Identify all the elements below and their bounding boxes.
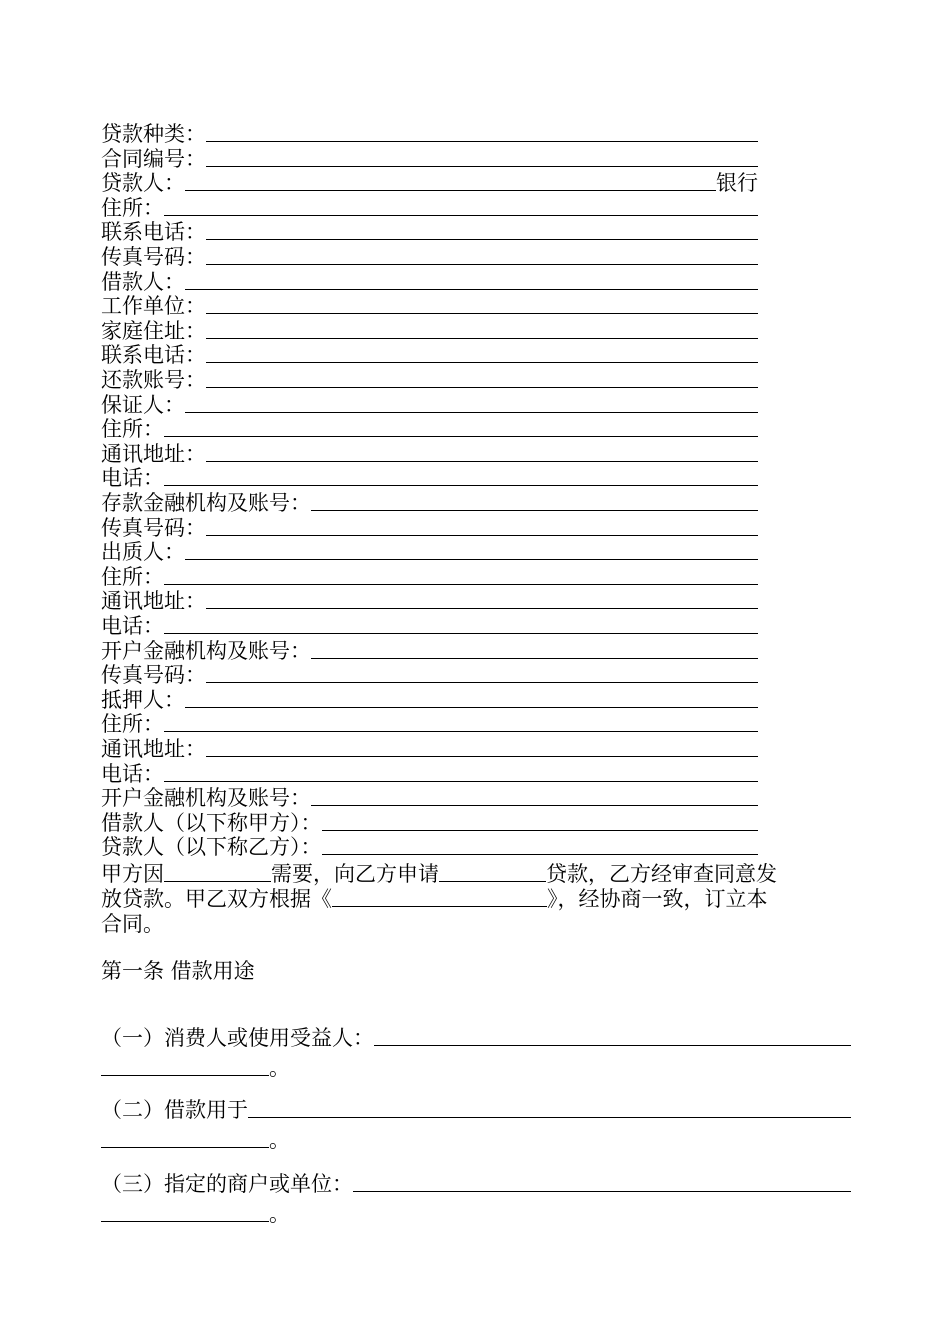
form-field-row <box>101 393 758 417</box>
field-label: 家庭住址： <box>101 318 206 343</box>
form-field-row <box>101 442 758 466</box>
field-suffix: 银行 <box>716 171 758 196</box>
form-field-row <box>101 663 758 687</box>
field-label: 传真号码： <box>101 663 206 688</box>
field-blank-line[interactable] <box>164 583 758 585</box>
intro-text: 甲方因 <box>101 862 164 886</box>
field-blank-line[interactable] <box>185 411 758 413</box>
form-field-row <box>101 811 758 835</box>
item-second-line <box>101 1056 851 1080</box>
field-blank-line[interactable] <box>164 484 758 486</box>
field-blank-line[interactable] <box>311 509 758 511</box>
field-blank-line[interactable] <box>322 829 759 831</box>
field-blank-line[interactable] <box>206 263 758 265</box>
form-field-row <box>101 565 758 589</box>
field-label: 借款人（以下称甲方）： <box>101 810 322 835</box>
field-blank-line[interactable] <box>164 214 758 216</box>
field-blank-line[interactable] <box>206 607 758 609</box>
field-blank-line[interactable] <box>164 780 758 782</box>
form-field-row <box>101 762 758 786</box>
article-item <box>101 1096 851 1152</box>
field-blank-line[interactable] <box>206 140 758 142</box>
item-end-mark: 。 <box>269 1202 290 1226</box>
form-field-row <box>101 786 758 810</box>
field-label: 还款账号： <box>101 368 206 392</box>
item-first-line <box>101 1170 851 1196</box>
form-field-row <box>101 712 758 736</box>
item-second-line <box>101 1128 851 1152</box>
item-label: （三）指定的商户或单位： <box>101 1172 353 1196</box>
field-blank-line[interactable] <box>206 165 758 167</box>
form-field-row <box>101 245 758 269</box>
field-label: 住所： <box>101 417 164 442</box>
article-item <box>101 1024 851 1080</box>
field-label: 抵押人： <box>101 687 185 712</box>
item-blank-line[interactable] <box>353 1190 851 1192</box>
field-label: 通讯地址： <box>101 589 206 614</box>
field-blank-line[interactable] <box>185 288 758 290</box>
form-field-row <box>101 639 758 663</box>
form-field-row <box>101 688 758 712</box>
item-label: （一）消费人或使用受益人： <box>101 1026 374 1050</box>
field-blank-line[interactable] <box>206 534 758 536</box>
field-blank-line[interactable] <box>322 853 759 855</box>
form-field-row <box>101 835 758 859</box>
field-label: 开户金融机构及账号： <box>101 786 311 811</box>
item-blank-line[interactable] <box>101 1220 269 1222</box>
form-field-row <box>101 171 758 195</box>
form-field-row <box>101 270 758 294</box>
form-field-row <box>101 516 758 540</box>
item-end-mark: 。 <box>269 1056 290 1080</box>
field-label: 贷款人： <box>101 171 185 196</box>
field-label: 电话： <box>101 614 164 638</box>
field-label: 贷款种类： <box>101 122 206 146</box>
field-blank-line[interactable] <box>185 189 716 191</box>
intro-text: 需要，向乙方申请 <box>271 862 439 886</box>
field-blank-line[interactable] <box>311 804 758 806</box>
intro-line <box>101 887 768 911</box>
field-label: 开户金融机构及账号： <box>101 638 311 663</box>
field-label: 电话： <box>101 761 164 786</box>
field-label: 住所： <box>101 195 164 220</box>
intro-line <box>101 862 777 886</box>
field-blank-line[interactable] <box>311 657 758 659</box>
item-end-mark: 。 <box>269 1128 290 1152</box>
field-label: 传真号码： <box>101 245 206 269</box>
form-field-row <box>101 491 758 515</box>
form-field-row <box>101 614 758 638</box>
field-blank-line[interactable] <box>206 238 758 240</box>
form-field-row <box>101 220 758 244</box>
item-first-line <box>101 1096 851 1122</box>
item-blank-line[interactable] <box>248 1116 851 1118</box>
intro-text: 合同。 <box>101 912 164 936</box>
field-label: 合同编号： <box>101 146 206 171</box>
article-title: 第一条 借款用途 <box>101 959 255 983</box>
field-blank-line[interactable] <box>206 681 758 683</box>
intro-blank-line[interactable] <box>164 880 271 882</box>
form-field-row <box>101 540 758 564</box>
item-blank-line[interactable] <box>101 1074 269 1076</box>
item-second-line <box>101 1202 851 1226</box>
intro-blank-line[interactable] <box>439 880 546 882</box>
form-field-row <box>101 368 758 392</box>
item-first-line <box>101 1024 851 1050</box>
form-field-row <box>101 343 758 367</box>
form-field-row <box>101 319 758 343</box>
item-blank-line[interactable] <box>101 1146 269 1148</box>
intro-blank-line[interactable] <box>332 905 547 907</box>
intro-line <box>101 912 164 936</box>
field-label: 电话： <box>101 466 164 491</box>
field-label: 通讯地址： <box>101 737 206 761</box>
field-label: 通讯地址： <box>101 441 206 466</box>
field-label: 出质人： <box>101 540 185 565</box>
field-blank-line[interactable] <box>206 312 758 314</box>
field-label: 住所： <box>101 712 164 737</box>
field-blank-line[interactable] <box>206 361 758 363</box>
intro-text: 放贷款。甲乙双方根据《 <box>101 887 332 911</box>
field-blank-line[interactable] <box>164 730 758 732</box>
field-blank-line[interactable] <box>185 706 758 708</box>
field-label: 工作单位： <box>101 294 206 319</box>
form-field-row <box>101 294 758 318</box>
form-field-row <box>101 147 758 171</box>
field-label: 联系电话： <box>101 343 206 368</box>
form-field-row <box>101 417 758 441</box>
form-field-row <box>101 466 758 490</box>
field-label: 借款人： <box>101 269 185 294</box>
field-blank-line[interactable] <box>206 386 758 388</box>
intro-text: 》，经协商一致，订立本 <box>547 887 768 911</box>
item-blank-line[interactable] <box>374 1044 851 1046</box>
field-blank-line[interactable] <box>206 337 758 339</box>
field-blank-line[interactable] <box>206 460 758 462</box>
intro-text: 贷款，乙方经审查同意发 <box>546 862 777 886</box>
field-label: 传真号码： <box>101 515 206 540</box>
form-field-row <box>101 589 758 613</box>
field-blank-line[interactable] <box>206 755 758 757</box>
form-field-row <box>101 122 758 146</box>
field-label: 存款金融机构及账号： <box>101 491 311 515</box>
field-label: 贷款人（以下称乙方）： <box>101 835 322 860</box>
field-blank-line[interactable] <box>164 435 758 437</box>
form-field-row <box>101 737 758 761</box>
field-label: 联系电话： <box>101 220 206 245</box>
field-label: 保证人： <box>101 392 185 417</box>
field-blank-line[interactable] <box>185 558 758 560</box>
article-item <box>101 1170 851 1226</box>
field-blank-line[interactable] <box>164 632 758 634</box>
item-label: （二）借款用于 <box>101 1098 248 1122</box>
form-field-row <box>101 196 758 220</box>
field-label: 住所： <box>101 564 164 589</box>
